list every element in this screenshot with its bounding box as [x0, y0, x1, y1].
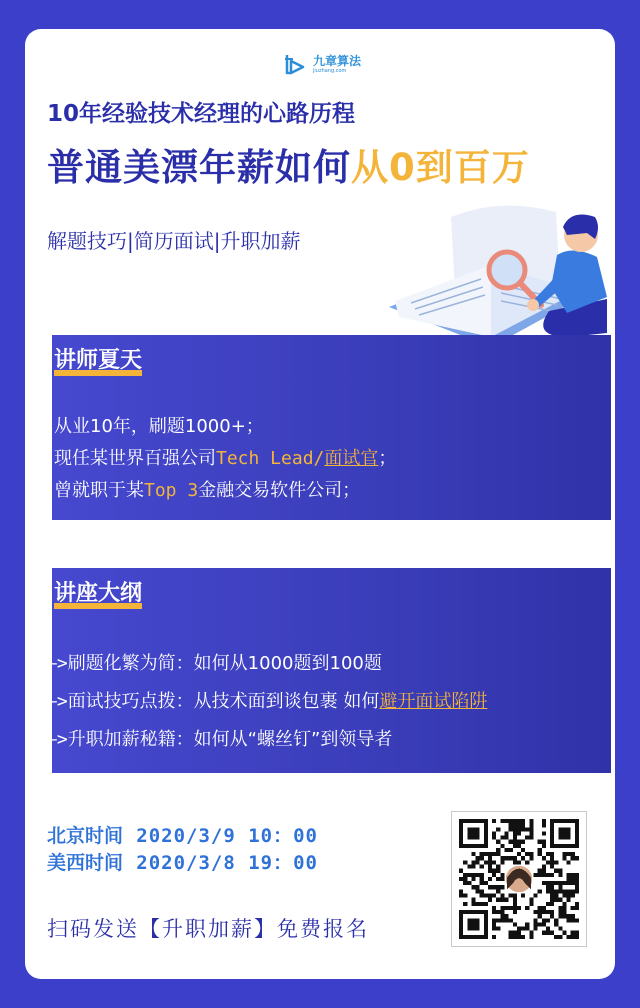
outline-heading	[54, 576, 142, 607]
brand-logo	[283, 49, 361, 79]
arrow-icon: —>	[46, 691, 68, 712]
us-label: 美西时间	[47, 852, 124, 874]
speaker-bio	[54, 411, 396, 507]
jiuzhang-logo-icon	[283, 51, 309, 77]
speaker-panel	[52, 335, 611, 520]
outline-item-highlight: 避开面试陷阱	[379, 691, 488, 712]
bio-line-2-prefix: 现任某世界百强公司	[54, 448, 216, 469]
bio-line-2-suffix: ；	[378, 448, 397, 469]
outline-item-text: 刷题化繁为简：如何从1000题到100题	[67, 653, 382, 674]
beijing-time-row	[47, 823, 318, 850]
outline-list	[46, 645, 487, 759]
outline-item	[46, 683, 487, 721]
outline-item	[46, 721, 487, 759]
speaker-heading-text: 讲师夏天	[54, 348, 143, 373]
beijing-time: 2020/3/9 10：00	[136, 825, 318, 847]
bio-line-3-suffix: 金融交易软件公司；	[198, 480, 361, 501]
arrow-icon: —>	[46, 653, 68, 674]
us-time-row	[47, 850, 318, 877]
tagline: 解题技巧|简历面试|升职加薪	[47, 229, 301, 253]
bio-line-3	[54, 475, 396, 507]
outline-heading-text: 讲座大纲	[54, 581, 143, 606]
title-main: 普通美漂年薪如何	[47, 146, 351, 189]
us-time: 2020/3/8 19：00	[136, 852, 318, 874]
bio-line-2	[54, 443, 396, 475]
poster-card	[25, 29, 615, 979]
bio-line-2-underlined: 面试官	[324, 448, 379, 469]
title-highlight: 从0到百万	[351, 146, 530, 189]
subtitle: 10年经验技术经理的心路历程	[47, 101, 356, 127]
signup-cta: 扫码发送【升职加薪】免费报名	[47, 917, 369, 941]
reader-illustration	[381, 187, 609, 349]
bio-line-1: 从业10年，刷题1000+；	[54, 416, 264, 437]
outline-panel	[46, 568, 611, 773]
bio-line-3-highlight: Top 3	[144, 480, 199, 501]
page-title	[47, 137, 530, 191]
qr-code-pattern	[459, 819, 579, 939]
brand-url: jiuzhang.com	[313, 67, 347, 74]
arrow-icon: —>	[46, 729, 68, 750]
speaker-heading	[54, 343, 142, 374]
bio-line-2-highlight: Tech Lead/	[216, 448, 325, 469]
outline-item-text: 升职加薪秘籍：如何从“螺丝钉”到领导者	[67, 729, 393, 750]
beijing-label: 北京时间	[47, 825, 124, 847]
bio-line-3-prefix: 曾就职于某	[54, 480, 144, 501]
outline-item-text: 面试技巧点拨：从技术面到谈包裹 如何	[67, 691, 380, 712]
brand-name: 九章算法	[313, 53, 362, 68]
schedule	[47, 823, 318, 877]
qr-code[interactable]	[451, 811, 587, 947]
outline-item	[46, 645, 487, 683]
